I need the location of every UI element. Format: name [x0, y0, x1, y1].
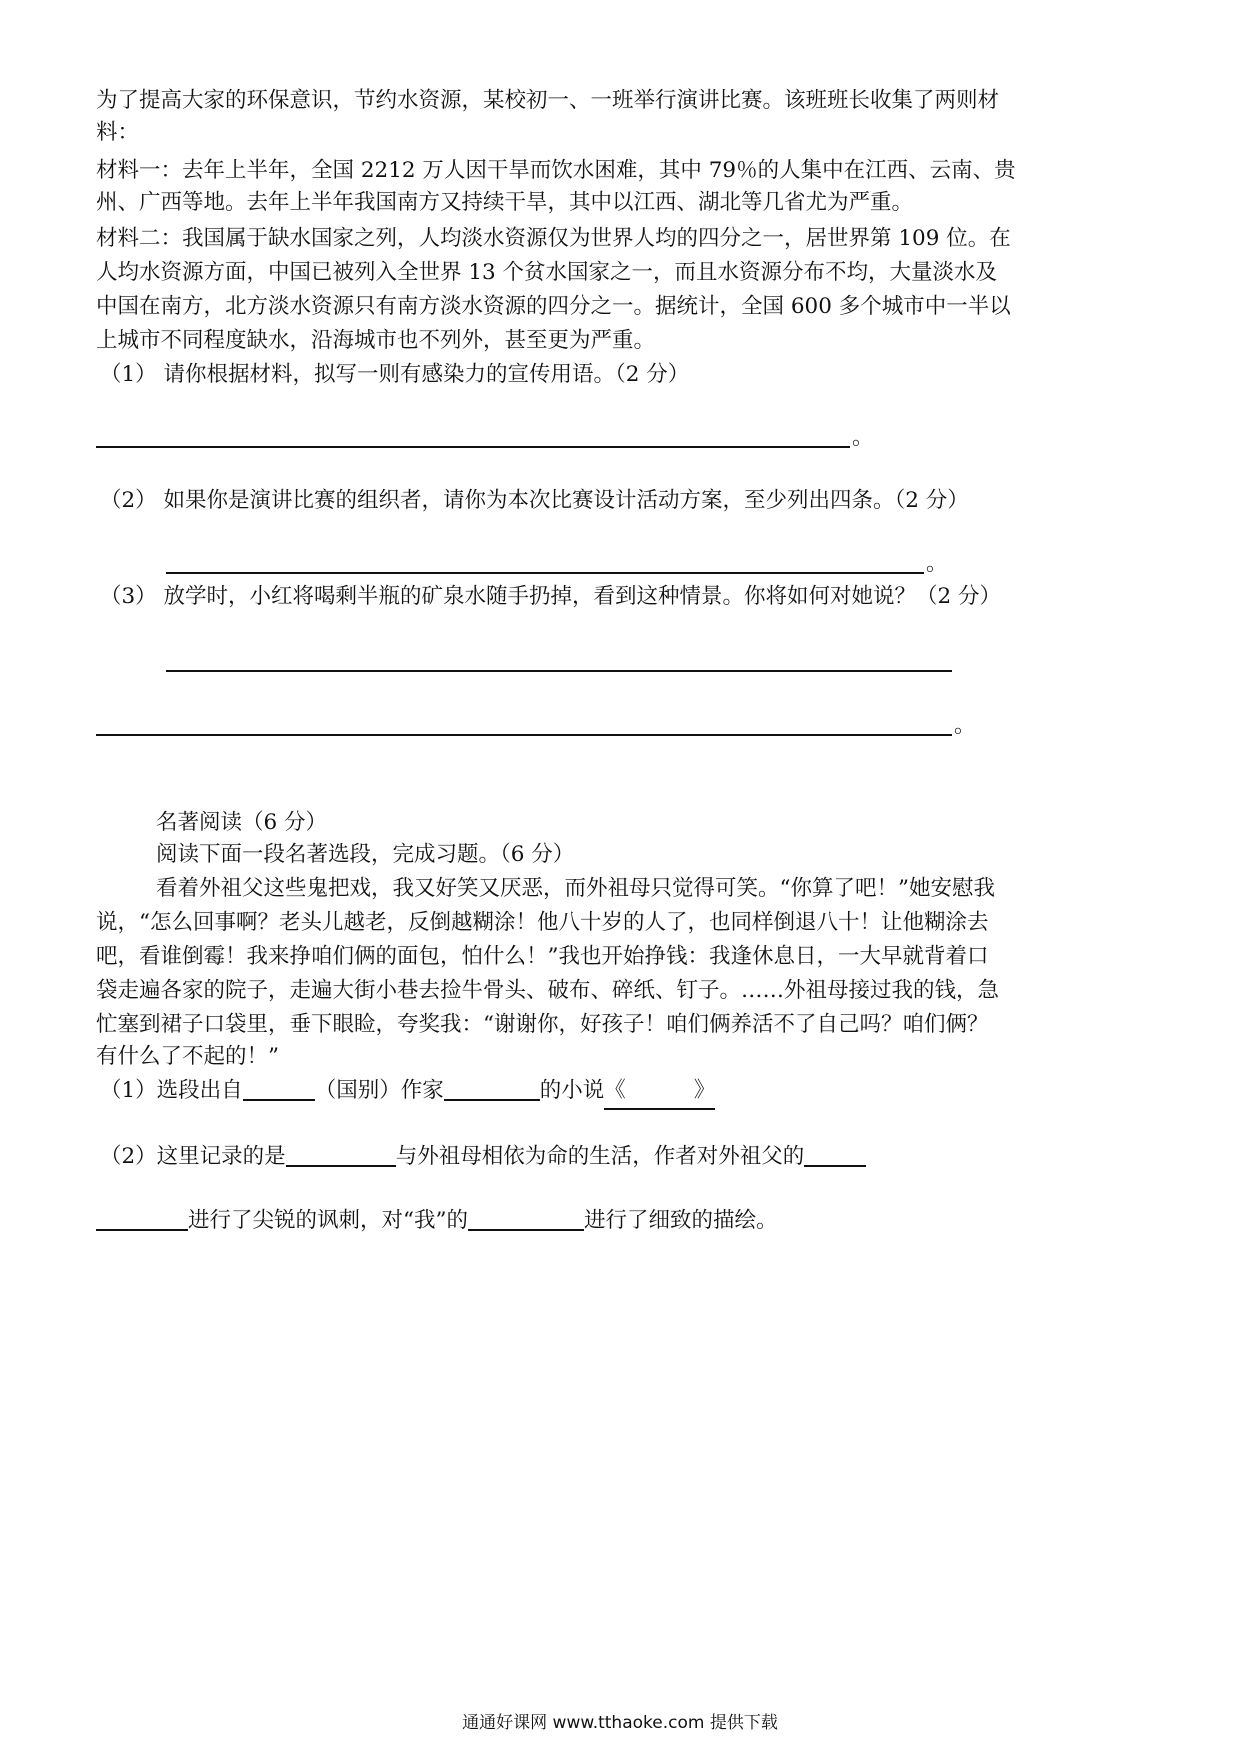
- material-2-line-3: 中国在南方，北方淡水资源只有南方淡水资源的四分之一。据统计，全国 600 多个城市中一半以: [96, 294, 1011, 319]
- page-footer: 通通好课网 www.tthaoke.com 提供下载: [462, 1713, 778, 1733]
- intro-line-2: 料：: [96, 120, 140, 145]
- material-2-line-1: 材料二：我国属于缺水国家之列，人均淡水资源仅为世界人均的四分之一，居世界第 109 位。在: [96, 226, 1011, 251]
- question-2: （2） 如果你是演讲比赛的组织者，请你为本次比赛设计活动方案，至少列出四条。（2 分）: [100, 488, 969, 513]
- passage-line-5: 忙塞到裙子口袋里，垂下眼睑，夸奖我：“谢谢你，好孩子！咱们俩养活不了自己吗？咱们俩？: [96, 1012, 989, 1037]
- passage-line-3: 吧，看谁倒霉！我来挣咱们俩的面包，怕什么！”我也开始挣钱：我逢休息日，一大早就背着口: [96, 944, 989, 969]
- answer-line-q3b[interactable]: [96, 734, 952, 736]
- cq2-part-c: 进行了尖锐的讽刺，对“我”的: [188, 1208, 468, 1233]
- cq1-part-c: 的小说: [539, 1078, 605, 1103]
- classics-question-2-line-2: [96, 1204, 778, 1238]
- blank-book-title[interactable]: 《 》: [604, 1074, 715, 1110]
- question-1: （1） 请你根据材料，拟写一则有感染力的宣传用语。（2 分）: [100, 362, 690, 387]
- q3-period: 。: [954, 713, 976, 738]
- classics-heading: 名著阅读（6 分）: [156, 810, 328, 835]
- passage-line-2: 说，“怎么回事啊？老头儿越老，反倒越糊涂！他八十岁的人了，也同样倒退八十！让他糊涂去: [96, 910, 989, 935]
- passage-line-6: 有什么了不起的！”: [96, 1044, 279, 1069]
- classics-question-2-line-1: [100, 1140, 866, 1174]
- passage-line-4: 袋走遍各家的院子，走遍大街小巷去捡牛骨头、破布、碎纸、钉子。……外祖母接过我的钱，急: [96, 978, 1000, 1003]
- blank-who[interactable]: [286, 1141, 396, 1167]
- blank-me[interactable]: [468, 1205, 584, 1231]
- blank-author[interactable]: [444, 1075, 540, 1101]
- cq2-part-a: （2）这里记录的是: [100, 1144, 286, 1169]
- material-2-line-4: 上城市不同程度缺水，沿海城市也不列外，甚至更为严重。: [96, 328, 656, 353]
- cq1-part-a: （1）选段出自: [100, 1078, 243, 1103]
- passage-line-1: 看着外祖父这些鬼把戏，我又好笑又厌恶，而外祖母只觉得可笑。“你算了吧！”她安慰我: [156, 876, 995, 901]
- blank-grandfather-a[interactable]: [804, 1141, 866, 1167]
- material-1-line-2: 州、广西等地。去年上半年我国南方又持续干旱，其中以江西、湖北等几省尤为严重。: [96, 190, 914, 215]
- blank-grandfather-b[interactable]: [96, 1205, 188, 1231]
- intro-line-1: 为了提高大家的环保意识，节约水资源，某校初一、一班举行演讲比赛。该班班长收集了两则材: [96, 88, 1000, 113]
- cq2-part-d: 进行了细致的描绘。: [583, 1208, 778, 1233]
- answer-line-q2[interactable]: [166, 572, 924, 574]
- cq2-part-b: 与外祖母相依为命的生活，作者对外祖父的: [395, 1144, 805, 1169]
- classics-instruction: 阅读下面一段名著选段，完成习题。（6 分）: [156, 842, 575, 867]
- cq1-part-b: （国别）作家: [314, 1078, 444, 1103]
- material-1-line-1: 材料一：去年上半年，全国 2212 万人因干旱而饮水困难，其中 79％的人集中在江西、云南、贵: [96, 158, 1016, 183]
- q1-period: 。: [852, 425, 874, 450]
- answer-line-q3a[interactable]: [166, 670, 952, 672]
- question-3: （3） 放学时，小红将喝剩半瓶的矿泉水随手扔掉，看到这种情景。你将如何对她说？（2 分）: [100, 584, 1002, 609]
- classics-question-1: [100, 1074, 715, 1110]
- q2-period: 。: [926, 551, 948, 576]
- answer-line-q1[interactable]: [96, 446, 850, 448]
- material-2-line-2: 人均水资源方面，中国已被列入全世界 13 个贫水国家之一，而且水资源分布不均，大量淡水及: [96, 260, 998, 285]
- blank-country[interactable]: [243, 1075, 315, 1101]
